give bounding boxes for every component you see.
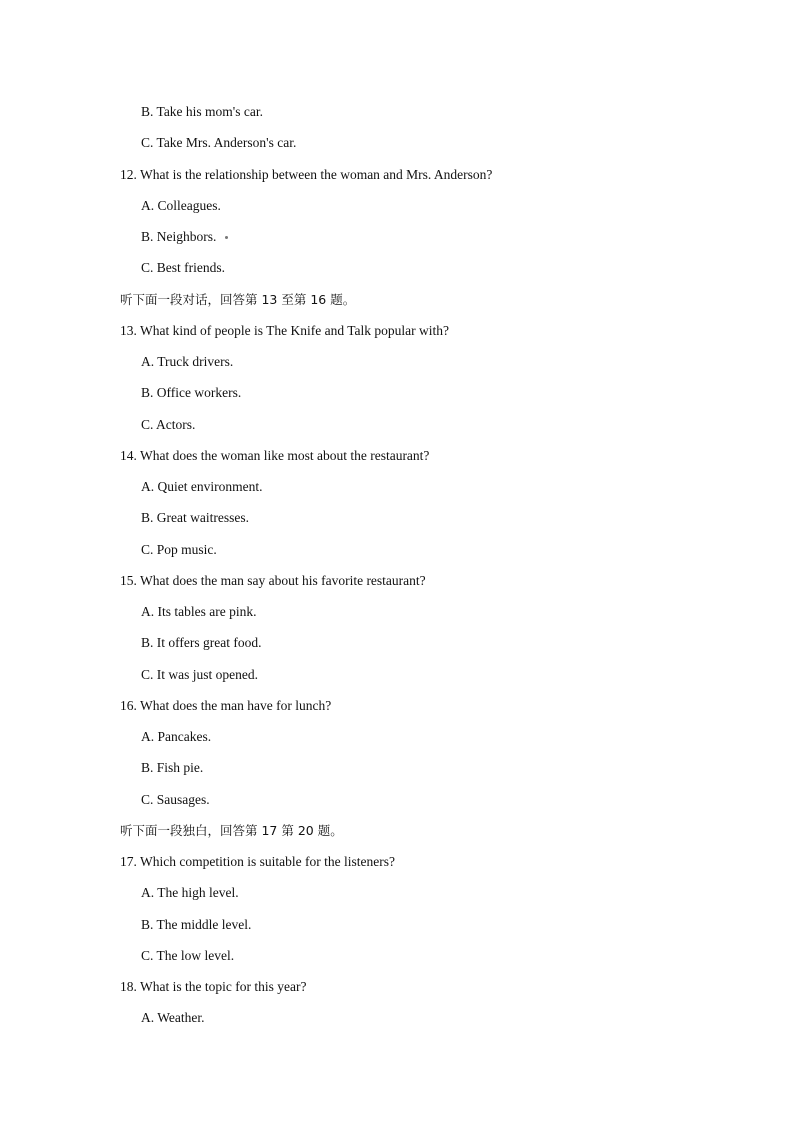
- answer-option: B. The middle level.: [141, 917, 252, 932]
- question-text: 12. What is the relationship between the woman and Mrs. Anderson?: [120, 167, 493, 182]
- stray-dot-mark: [225, 236, 228, 239]
- answer-option: A. The high level.: [141, 885, 239, 900]
- answer-option: C. Actors.: [141, 417, 196, 432]
- question-text: 15. What does the man say about his favorite restaurant?: [120, 573, 426, 588]
- answer-option: A. Colleagues.: [141, 198, 221, 213]
- section-instruction: 听下面一段独白，回答第 17 第 20 题。: [120, 823, 343, 838]
- answer-option: C. Best friends.: [141, 260, 225, 275]
- question-text: 18. What is the topic for this year?: [120, 979, 307, 994]
- answer-option: A. Weather.: [141, 1010, 205, 1025]
- question-text: 17. Which competition is suitable for the listeners?: [120, 854, 395, 869]
- answer-option: B. Office workers.: [141, 385, 242, 400]
- answer-option: A. Its tables are pink.: [141, 604, 257, 619]
- answer-option: A. Truck drivers.: [141, 354, 234, 369]
- section-instruction: 听下面一段对话，回答第 13 至第 16 题。: [120, 292, 356, 307]
- answer-option: B. It offers great food.: [141, 635, 262, 650]
- answer-option: A. Quiet environment.: [141, 479, 263, 494]
- answer-option: C. It was just opened.: [141, 667, 258, 682]
- answer-option: C. Pop music.: [141, 542, 217, 557]
- answer-option: B. Great waitresses.: [141, 510, 249, 525]
- answer-option: C. Sausages.: [141, 792, 210, 807]
- question-text: 13. What kind of people is The Knife and Talk popular with?: [120, 323, 449, 338]
- answer-option: B. Fish pie.: [141, 760, 204, 775]
- answer-option: B. Take his mom's car.: [141, 104, 263, 119]
- answer-option: C. Take Mrs. Anderson's car.: [141, 135, 297, 150]
- answer-option: C. The low level.: [141, 948, 235, 963]
- answer-option: A. Pancakes.: [141, 729, 212, 744]
- question-text: 14. What does the woman like most about the restaurant?: [120, 448, 430, 463]
- question-text: 16. What does the man have for lunch?: [120, 698, 332, 713]
- answer-option: B. Neighbors.: [141, 229, 217, 244]
